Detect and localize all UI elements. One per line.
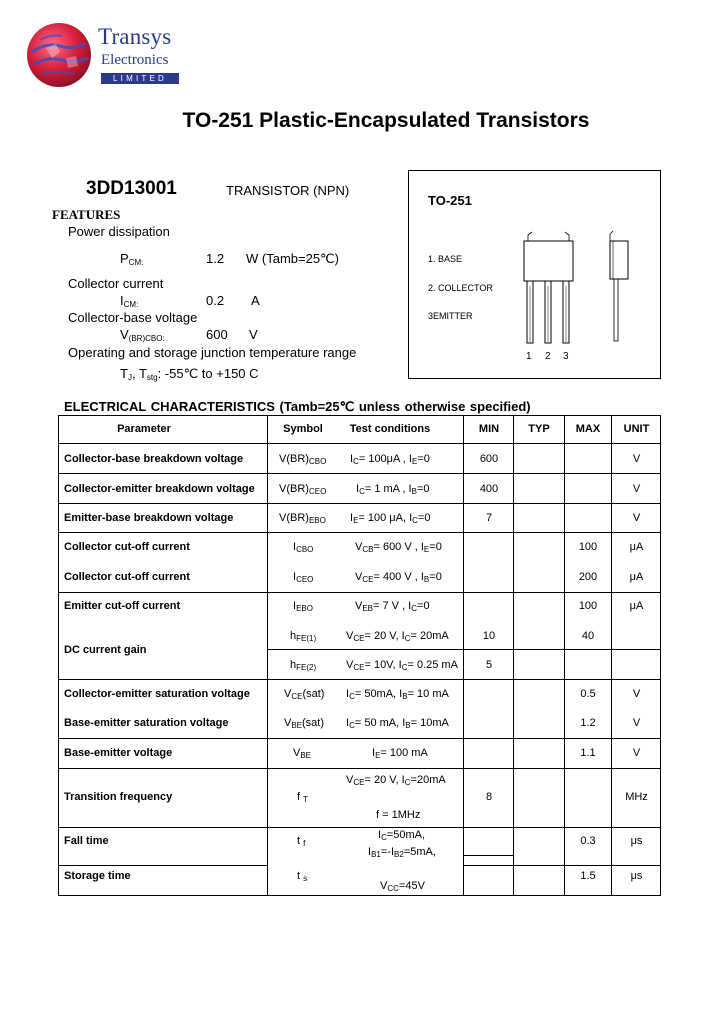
row12-conditions: $I_C=50mA$,: [378, 829, 426, 842]
row6-parameter: Emitter cut-off current: [64, 600, 181, 612]
row7a-conditions: $V_{CE}= 20$ V, $I_C= 20mA$: [346, 630, 449, 643]
pin-number-1: 1: [526, 351, 532, 362]
feature-icm-symbol: $I_{CM:}$: [120, 293, 139, 309]
row5-max: 200: [578, 571, 598, 583]
pin-number-2: 2: [545, 351, 551, 362]
row9-symbol: $V_{BE}(sat)$: [284, 717, 325, 730]
row13-parameter: Storage time: [64, 870, 131, 882]
document-title: TO-251 Plastic-Encapsulated Transistors: [182, 109, 590, 132]
row1-min: 600: [479, 453, 499, 465]
row6-unit: μA: [629, 600, 644, 612]
row10-unit: V: [632, 747, 641, 759]
row11-min: 8: [485, 791, 493, 803]
pin-label-emitter: 3EMITTER: [428, 311, 473, 321]
package-drawing: [515, 228, 635, 348]
row5-parameter: Collector cut-off current: [64, 571, 190, 583]
brand-subtitle: Electronics: [101, 52, 169, 68]
row4-symbol: $I_{CBO}$: [293, 541, 314, 554]
row8-symbol: $V_{CE}(sat)$: [284, 688, 325, 701]
row8-unit: V: [632, 688, 641, 700]
row1-symbol: $V(BR)_{CBO}$: [279, 453, 327, 466]
feature-pcm-value: 1.2: [206, 251, 225, 266]
pin-label-base: 1. BASE: [428, 254, 463, 264]
header-conditions: Test conditions: [349, 423, 431, 435]
package-name: TO-251: [428, 193, 472, 208]
feature-vcbo-symbol: $V_{(BR)CBO:}$: [120, 327, 165, 343]
row10-parameter: Base-emitter voltage: [64, 747, 173, 759]
row7a-symbol: $h_{FE(1)}$: [290, 630, 317, 643]
feature-temp-range: $T_J$, $T_{stg}$: -55℃ to +150 C: [120, 366, 259, 382]
row4-max: 100: [578, 541, 598, 553]
row8-conditions: $I_C= 50mA$, $I_B= 10$ mA: [346, 688, 449, 701]
row8-parameter: Collector-emitter saturation voltage: [64, 688, 250, 700]
brand-limited-bar: LIMITED: [101, 73, 179, 84]
row7a-max: 40: [581, 630, 595, 642]
row10-symbol: $V_{BE}$: [293, 747, 312, 760]
row3-unit: V: [632, 512, 641, 524]
row3-conditions: $I_E= 100$ μA, $I_C=0$: [350, 512, 431, 525]
row5-symbol: $I_{CEO}$: [293, 571, 314, 584]
row12-max: 0.3: [580, 835, 596, 847]
row13-symbol: t $_s$: [297, 870, 308, 883]
pin-number-3: 3: [563, 351, 569, 362]
row12-unit: μs: [630, 835, 643, 847]
row1-parameter: Collector-base breakdown voltage: [64, 453, 244, 465]
row13-max: 1.5: [580, 870, 596, 882]
row12-symbol: t $_f$: [297, 835, 306, 848]
row9-unit: V: [632, 717, 641, 729]
row6-conditions: $V_{EB}= 7$ V , $I_C=0$: [355, 600, 430, 613]
row4-unit: μA: [629, 541, 644, 553]
row7a-min: 10: [482, 630, 496, 642]
row2-conditions: $I_C= 1$ mA , $I_B=0$: [356, 483, 430, 496]
row12-parameter: Fall time: [64, 835, 109, 847]
row10-max: 1.1: [580, 747, 596, 759]
row7b-symbol: $h_{FE(2)}$: [290, 659, 317, 672]
part-type: TRANSISTOR (NPN): [226, 183, 350, 198]
row7b-conditions: $V_{CE}= 10V$, $I_C= 0.25$ mA: [346, 659, 458, 672]
row2-symbol: $V(BR)_{CEO}$: [279, 483, 327, 496]
row9-parameter: Base-emitter saturation voltage: [64, 717, 229, 729]
feature-temp-label: Operating and storage junction temperature range: [68, 345, 357, 360]
row13-unit: μs: [630, 870, 643, 882]
feature-pcm-symbol: $P_{CM:}$: [120, 251, 144, 267]
row5-unit: μA: [629, 571, 644, 583]
row7-parameter: DC current gain: [64, 644, 147, 656]
electrical-characteristics-heading: ELECTRICAL CHARACTERISTICS (Tamb=25℃ unless otherwise specified): [64, 399, 531, 414]
row4-parameter: Collector cut-off current: [64, 541, 190, 553]
feature-vcbo-value: 600: [206, 327, 228, 342]
row1-unit: V: [632, 453, 641, 465]
feature-vcbo-label: Collector-base voltage: [68, 310, 198, 325]
row6-max: 100: [578, 600, 598, 612]
feature-power-label: Power dissipation: [68, 224, 170, 239]
row9-conditions: $I_C= 50$ mA, $I_B= 10mA$: [346, 717, 449, 730]
row11-symbol: f $_T$: [297, 791, 309, 804]
feature-collector-label: Collector current: [68, 276, 164, 291]
row3-parameter: Emitter-base breakdown voltage: [64, 512, 234, 524]
row2-unit: V: [632, 483, 641, 495]
header-max: MAX: [575, 423, 601, 435]
row9-max: 1.2: [580, 717, 596, 729]
row11-parameter: Transition frequency: [64, 791, 173, 803]
feature-icm-value: 0.2: [206, 293, 225, 308]
row4-conditions: $V_{CB}= 600$ V , $I_E=0$: [355, 541, 442, 554]
row3-symbol: $V(BR)_{EBO}$: [279, 512, 326, 525]
header-unit: UNIT: [623, 423, 650, 435]
row8-max: 0.5: [580, 688, 596, 700]
feature-pcm-unit: W (Tamb=25℃): [246, 251, 339, 266]
feature-vcbo-unit: V: [249, 327, 258, 342]
row11-conditions: $V_{CE}= 20$ V, $I_C=20mA$: [346, 774, 446, 787]
header-min: MIN: [478, 423, 500, 435]
row3-min: 7: [485, 512, 493, 524]
features-heading: FEATURES: [52, 207, 121, 222]
logo-globe-icon: [26, 22, 92, 88]
header-typ: TYP: [528, 423, 550, 435]
row12-conditions-line2: $I_{B1}=-I_{B2}=5mA$,: [368, 846, 436, 859]
row7b-min: 5: [485, 659, 493, 671]
header-parameter: Parameter: [117, 423, 171, 435]
row13-conditions: $V_{CC}=45V$: [380, 880, 425, 893]
row2-parameter: Collector-emitter breakdown voltage: [64, 483, 255, 495]
row6-symbol: $I_{EBO}$: [293, 600, 313, 613]
row1-conditions: $I_C= 100\mu A$ , $I_E=0$: [350, 453, 430, 466]
row11-unit: MHz: [625, 791, 648, 803]
row10-conditions: $I_E= 100$ mA: [372, 747, 428, 760]
brand-name: Transys: [98, 24, 172, 49]
feature-icm-unit: A: [251, 293, 260, 308]
row2-min: 400: [479, 483, 499, 495]
pin-label-collector: 2. COLLECTOR: [428, 283, 493, 293]
part-number: 3DD13001: [86, 178, 177, 199]
row11-conditions-line2: f = 1MHz: [376, 809, 421, 821]
header-symbol: Symbol: [283, 423, 323, 435]
row5-conditions: $V_{CE}= 400$ V , $I_B=0$: [355, 571, 442, 584]
